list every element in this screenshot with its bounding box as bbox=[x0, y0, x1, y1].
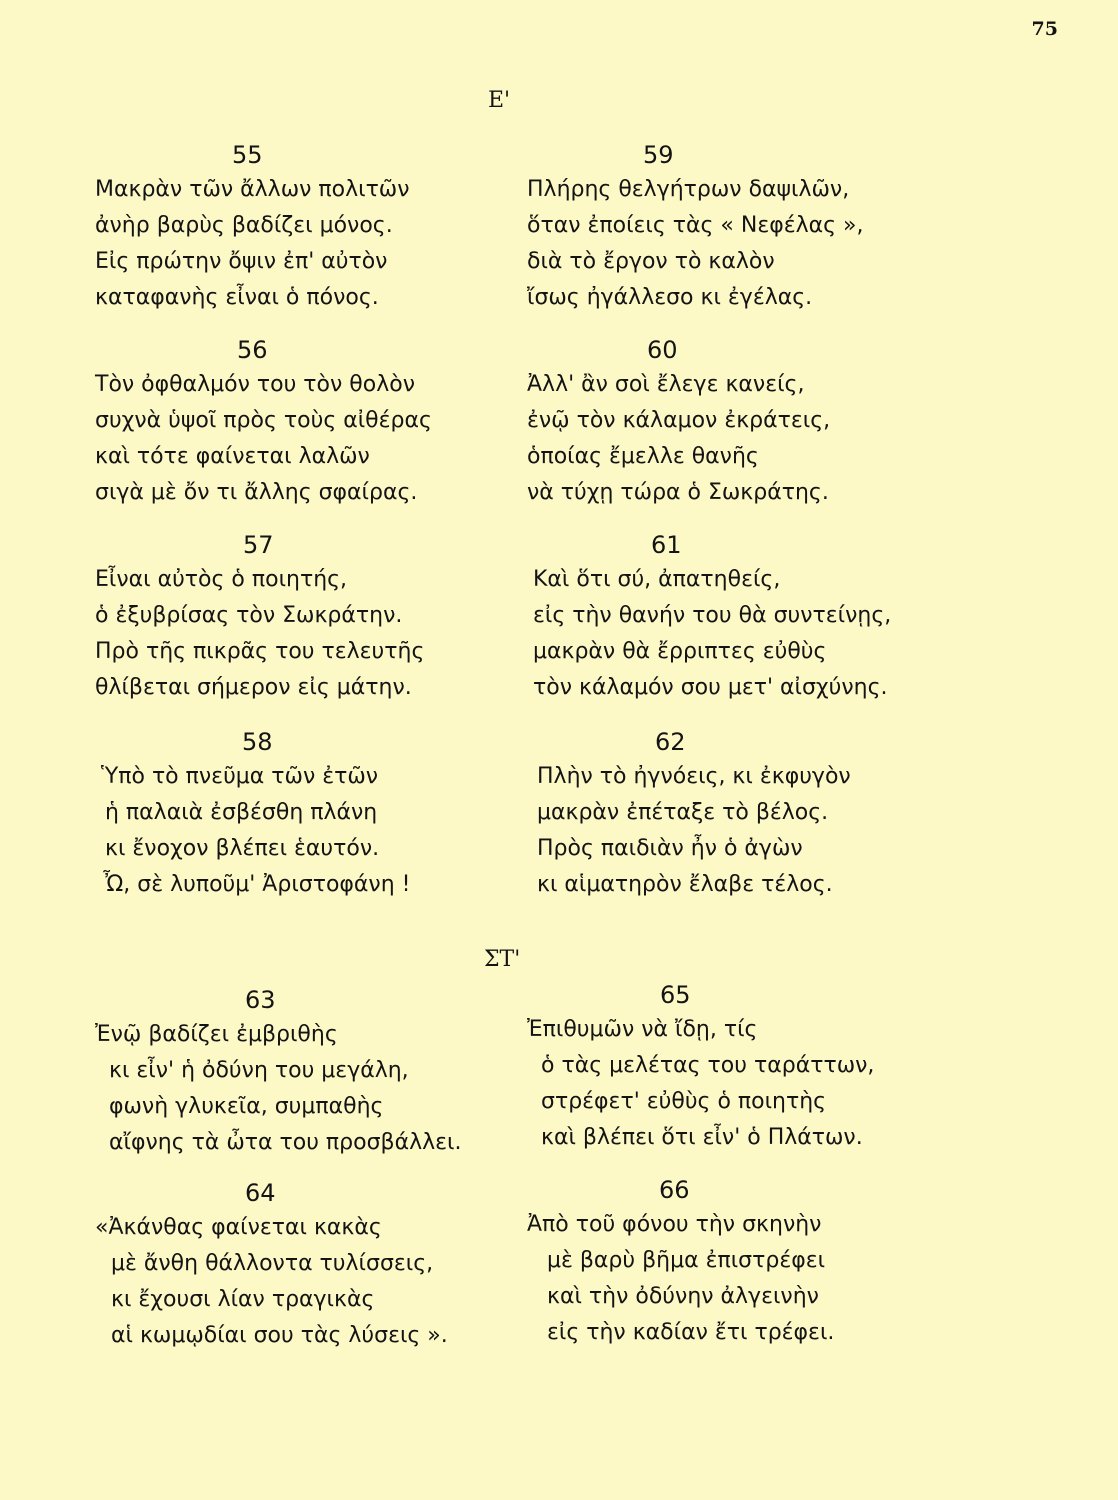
verse-line: κι ἔνοχον βλέπει ἑαυτόν. bbox=[105, 836, 380, 861]
verse-line: Πρὸς παιδιὰν ἦν ὁ ἀγὼν bbox=[537, 836, 803, 861]
stanza-64 bbox=[95, 1178, 555, 1354]
verse-line: τὸν κάλαμόν σου μετ' αἰσχύνης. bbox=[533, 675, 888, 700]
stanza-61 bbox=[527, 530, 987, 706]
stanza-number: 62 bbox=[655, 728, 686, 756]
stanza-55 bbox=[95, 140, 555, 316]
page-number: 75 bbox=[1031, 18, 1058, 40]
verse-line: Πλήρης θελγήτρων δαψιλῶν, bbox=[527, 177, 850, 202]
verse-line: «Ἀκάνθας φαίνεται κακὰς bbox=[95, 1215, 382, 1240]
left-column-section-e bbox=[95, 140, 555, 900]
verse-line: ἡ παλαιὰ ἐσβέσθη πλάνη bbox=[105, 800, 378, 825]
stanza-number: 63 bbox=[245, 986, 276, 1014]
verse-line: κι ἔχουσι λίαν τραγικὰς bbox=[111, 1287, 375, 1312]
verse-line: Πλὴν τὸ ἠγνόεις, κι ἐκφυγὸν bbox=[537, 764, 851, 789]
stanza-number: 64 bbox=[245, 1179, 276, 1207]
verse-line: Ἐπιθυμῶν νὰ ἴδῃ, τίς bbox=[527, 1017, 758, 1042]
verse-line: διὰ τὸ ἔργον τὸ καλὸν bbox=[527, 249, 775, 274]
verse-line: Ὦ, σὲ λυποῦμ' Ἀριστοφάνη ! bbox=[103, 872, 411, 897]
stanza-56 bbox=[95, 335, 555, 511]
stanza-number: 55 bbox=[232, 141, 263, 169]
verse-line: ὁ τὰς μελέτας του ταράττων, bbox=[541, 1053, 875, 1078]
verse-line: κι αἱματηρὸν ἔλαβε τέλος. bbox=[537, 872, 833, 897]
verse-line: Εἶναι αὐτὸς ὁ ποιητής, bbox=[95, 567, 348, 592]
verse-line: αἴφνης τὰ ὦτα του προσβάλλει. bbox=[109, 1130, 462, 1155]
stanza-60 bbox=[527, 335, 987, 511]
verse-line: σιγὰ μὲ ὄν τι ἄλλης σφαίρας. bbox=[95, 480, 418, 505]
left-column-section-st bbox=[95, 985, 555, 1385]
verse-line: εἰς τὴν καδίαν ἔτι τρέφει. bbox=[547, 1320, 835, 1345]
verse-line: συχνὰ ὑψοῖ πρὸς τοὺς αἰθέρας bbox=[95, 408, 432, 433]
verse-line: Ἀπὸ τοῦ φόνου τὴν σκηνὴν bbox=[527, 1212, 822, 1237]
verse-line: Τὸν ὀφθαλμόν του τὸν θολὸν bbox=[95, 372, 415, 397]
verse-line: μακρὰν θὰ ἔρριπτες εὐθὺς bbox=[533, 639, 827, 664]
verse-line: μὲ βαρὺ βῆμα ἐπιστρέφει bbox=[547, 1248, 826, 1273]
verse-line: μὲ ἄνθη θάλλοντα τυλίσσεις, bbox=[111, 1251, 434, 1276]
verse-line: Μακρὰν τῶν ἄλλων πολιτῶν bbox=[95, 177, 410, 202]
stanza-number: 56 bbox=[237, 336, 268, 364]
verse-line: Ἐνῷ βαδίζει ἐμβριθὴς bbox=[95, 1022, 338, 1047]
verse-line: καὶ τότε φαίνεται λαλῶν bbox=[95, 444, 370, 469]
verse-line: θλίβεται σήμερον εἰς μάτην. bbox=[95, 675, 412, 700]
verse-line: αἱ κωμῳδίαι σου τὰς λύσεις ». bbox=[111, 1323, 448, 1348]
verse-line: καὶ βλέπει ὅτι εἶν' ὁ Πλάτων. bbox=[541, 1125, 863, 1150]
verse-line: Εἰς πρώτην ὄψιν ἐπ' αὐτὸν bbox=[95, 249, 388, 274]
stanza-65 bbox=[527, 980, 987, 1156]
verse-line: εἰς τὴν θανήν του θὰ συντείνῃς, bbox=[533, 603, 892, 628]
stanza-63 bbox=[95, 985, 555, 1161]
verse-line: ἀνὴρ βαρὺς βαδίζει μόνος. bbox=[95, 213, 393, 238]
verse-line: ἐνῷ τὸν κάλαμον ἐκράτεις, bbox=[527, 408, 831, 433]
stanza-66 bbox=[527, 1175, 987, 1351]
stanza-number: 58 bbox=[242, 728, 273, 756]
verse-line: Πρὸ τῆς πικρᾶς του τελευτῆς bbox=[95, 639, 425, 664]
stanza-62 bbox=[527, 727, 987, 903]
right-column-section-st bbox=[527, 980, 987, 1380]
verse-line: στρέφετ' εὐθὺς ὁ ποιητὴς bbox=[541, 1089, 827, 1114]
section-heading-e: Ε' bbox=[488, 88, 511, 113]
verse-line: Καὶ ὅτι σύ, ἀπατηθείς, bbox=[533, 567, 781, 592]
verse-line: νὰ τύχῃ τώρα ὁ Σωκράτης. bbox=[527, 480, 829, 505]
stanza-number: 65 bbox=[660, 981, 691, 1009]
verse-line: φωνὴ γλυκεῖα, συμπαθὴς bbox=[109, 1094, 384, 1119]
stanza-number: 57 bbox=[243, 531, 274, 559]
verse-line: καταφανὴς εἶναι ὁ πόνος. bbox=[95, 285, 379, 310]
verse-line: ὅταν ἐποίεις τὰς « Νεφέλας », bbox=[527, 213, 864, 238]
right-column-section-e bbox=[527, 140, 987, 900]
verse-line: μακρὰν ἐπέταξε τὸ βέλος. bbox=[537, 800, 829, 825]
verse-line: καὶ τὴν ὀδύνην ἀλγεινὴν bbox=[547, 1284, 819, 1309]
verse-line: κι εἶν' ἡ ὀδύνη του μεγάλη, bbox=[109, 1058, 409, 1083]
section-heading-st: ΣΤ' bbox=[484, 947, 521, 972]
verse-line: Ἀλλ' ἂν σοὶ ἔλεγε κανείς, bbox=[527, 372, 805, 397]
verse-line: ὁποίας ἔμελλε θανῆς bbox=[527, 444, 759, 469]
stanza-number: 61 bbox=[651, 531, 682, 559]
stanza-number: 60 bbox=[647, 336, 678, 364]
stanza-number: 66 bbox=[659, 1176, 690, 1204]
stanza-number: 59 bbox=[643, 141, 674, 169]
verse-line: ἴσως ἠγάλλεσο κι ἐγέλας. bbox=[527, 285, 813, 310]
stanza-59 bbox=[527, 140, 987, 316]
verse-line: Ὑπὸ τὸ πνεῦμα τῶν ἐτῶν bbox=[101, 764, 379, 789]
stanza-57 bbox=[95, 530, 555, 706]
stanza-58 bbox=[95, 727, 555, 903]
verse-line: ὁ ἐξυβρίσας τὸν Σωκράτην. bbox=[95, 603, 403, 628]
